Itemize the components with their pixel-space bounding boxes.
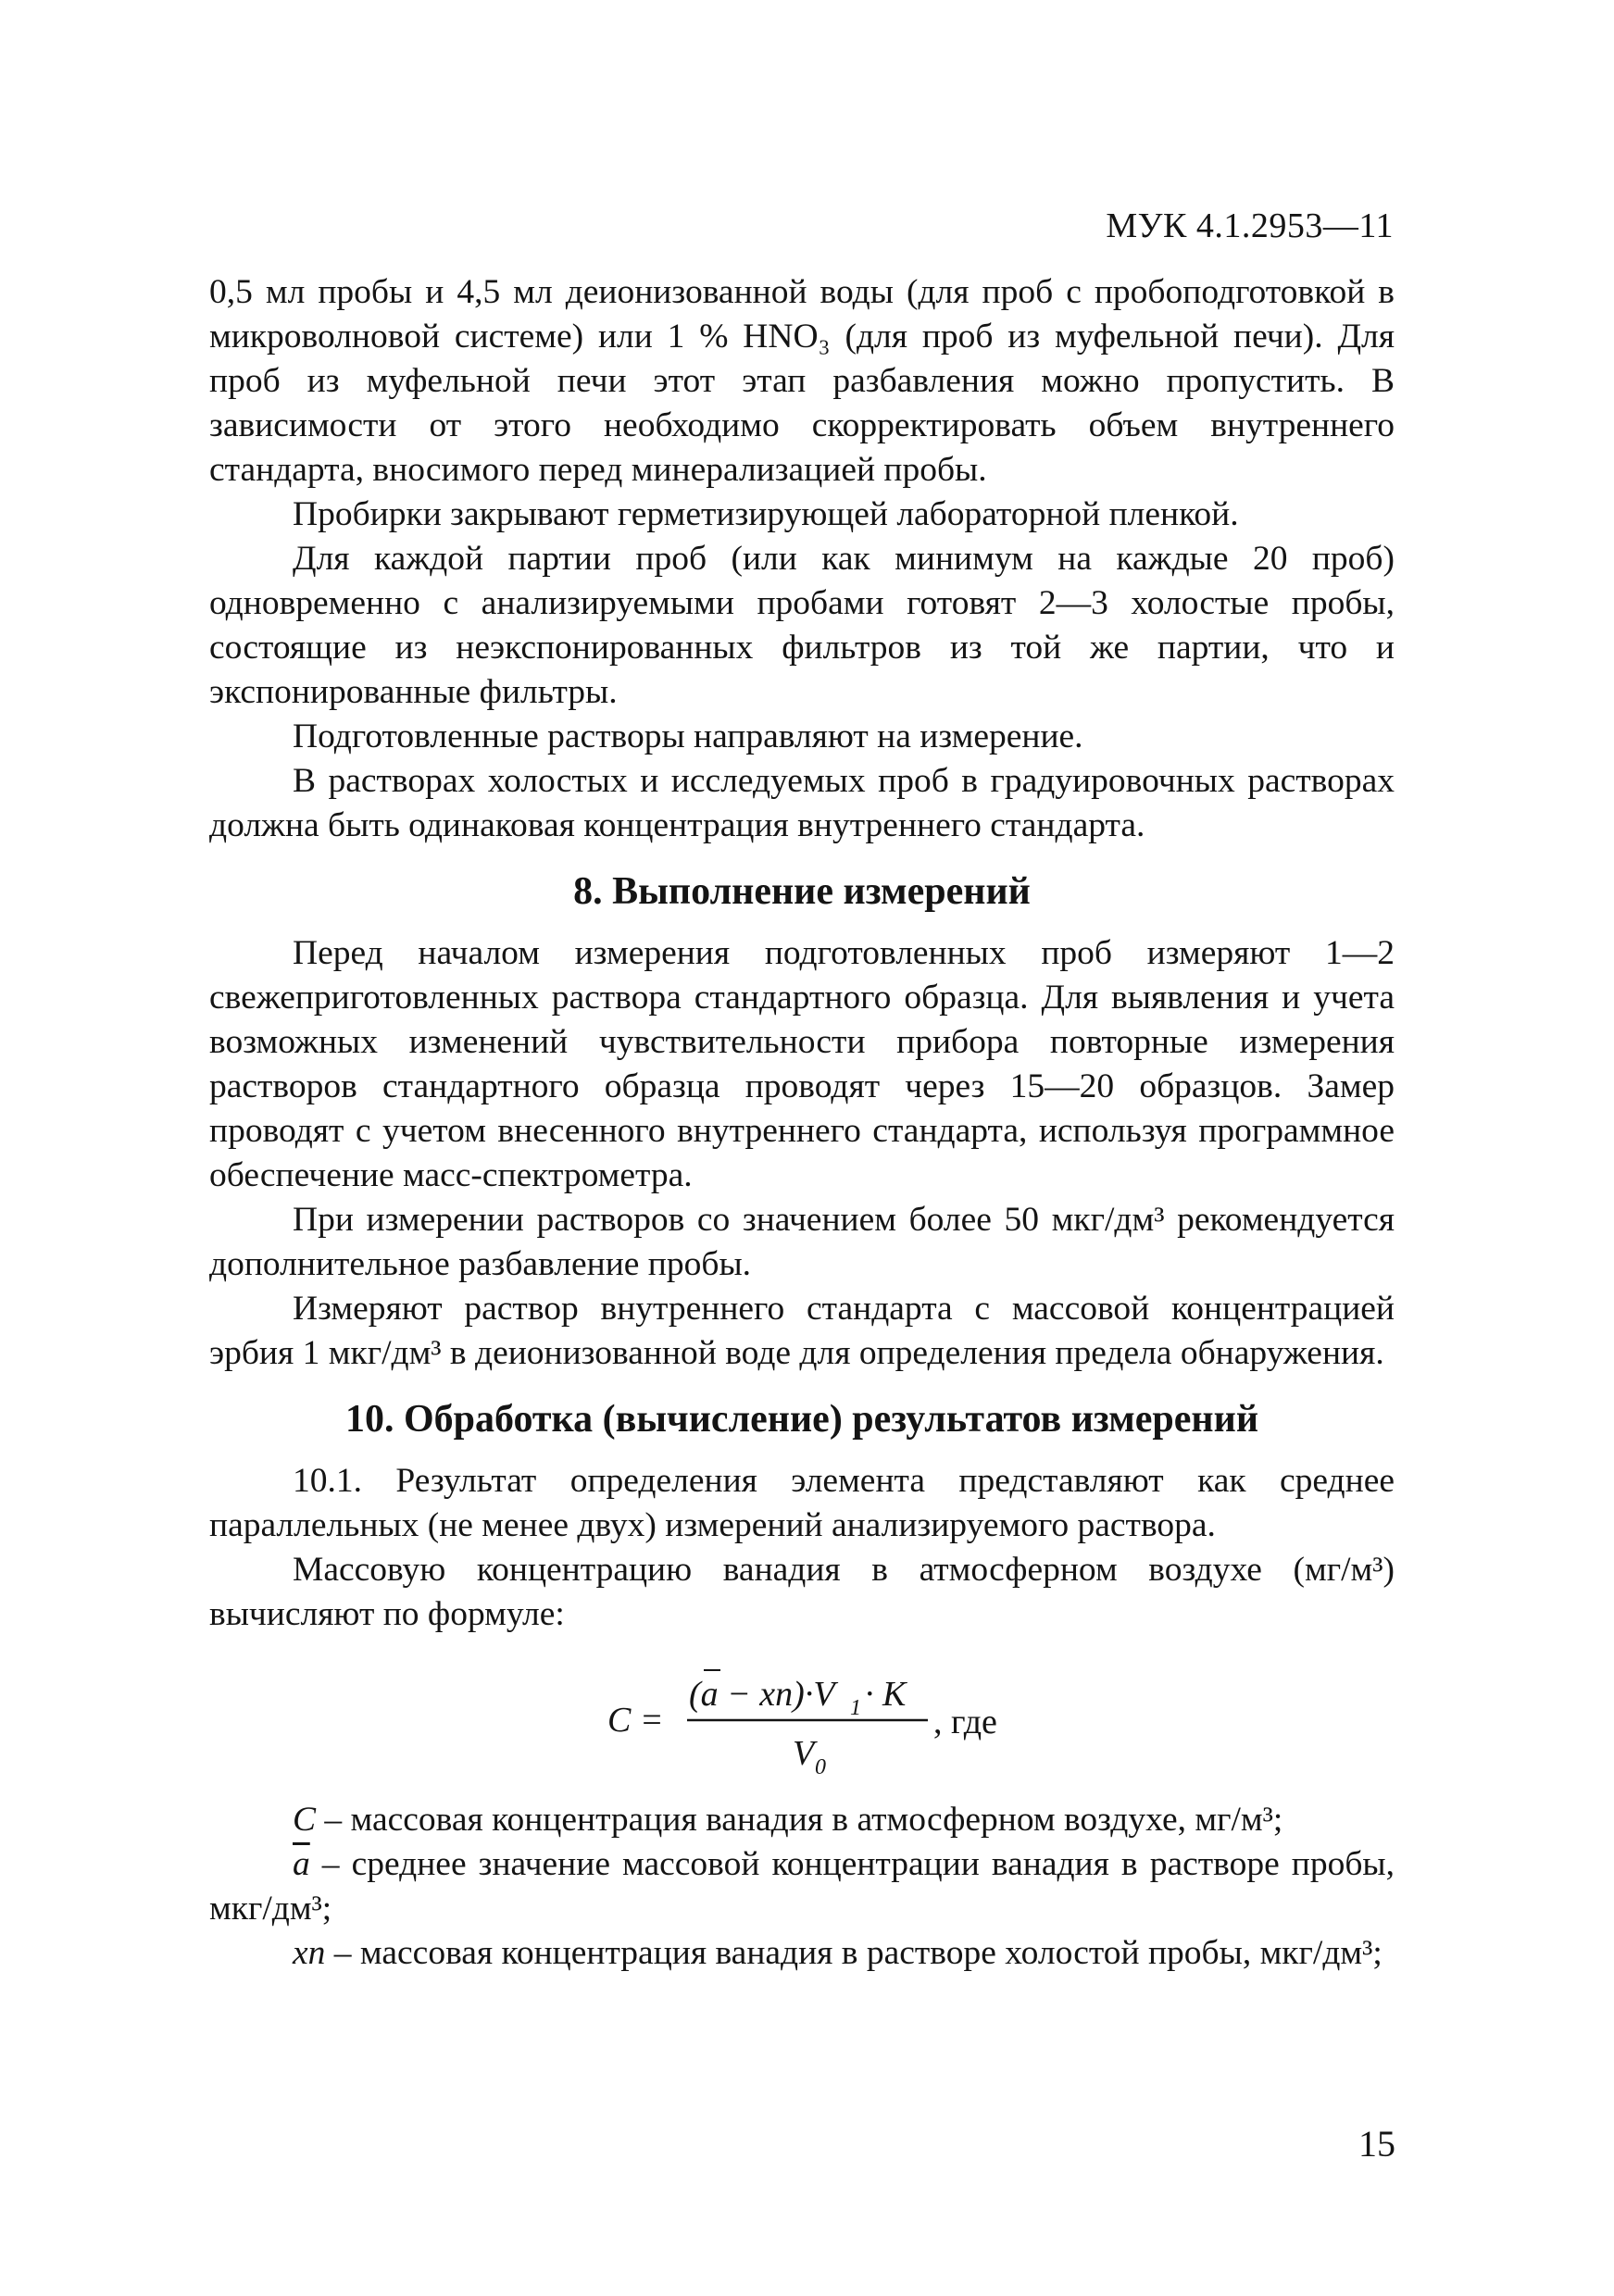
- section-8-paragraph-3: Измеряют раствор внутреннего стандарта с массовой концентрацией эрбия 1 мкг/дм³ в деионизованной воде для определения предела обнаружения.: [209, 1290, 1395, 1372]
- section-10-paragraph-1: 10.1. Результат определения элемента представляют как среднее параллельных (не менее двух) измерений анализируемого раствора.: [209, 1462, 1395, 1544]
- definition-c-symbol: C: [293, 1801, 317, 1839]
- intro-paragraph-5: В растворах холостых и исследуемых проб в градуировочных растворах должна быть одинаковая концентрация внутреннего стандарта.: [209, 762, 1395, 844]
- definition-a: [209, 1842, 1395, 1931]
- definition-c: [209, 1798, 1395, 1842]
- intro-paragraph-3: Для каждой партии проб (или как минимум на каждые 20 проб) одновременно с анализируемыми пробами готовят 2—3 холостые пробы, состоящие из неэкспонированных фильтров из той же партии, что и экспонированные фильтры.: [209, 540, 1395, 711]
- page-number: 15: [1358, 2123, 1395, 2165]
- intro-paragraph-2: Пробирки закрывают герметизирующей лабораторной пленкой.: [293, 495, 1239, 533]
- definition-a-symbol: $\overline{a}$: [293, 1845, 310, 1883]
- section-10-heading: 10. Обработка (вычисление) результатов измерений: [344, 1398, 1259, 1441]
- formula-graphic: [607, 1650, 1089, 1789]
- formula-lhs: C =: [607, 1701, 664, 1740]
- section-10-paragraph-2: Массовую концентрацию ванадия в атмосферном воздухе (мг/м³) вычисляют по формуле:: [209, 1551, 1395, 1633]
- formula-denominator-sub: 0: [815, 1755, 826, 1779]
- intro-paragraph-4: Подготовленные растворы направляют на измерение.: [293, 718, 1083, 755]
- definition-c-text: – массовая концентрация ванадия в атмосферном воздухе, мг/м³;: [316, 1801, 1283, 1839]
- section-8-paragraph-1: Перед началом измерения подготовленных проб измеряют 1—2 свежеприготовленных раствора стандартного образца. Для выявления и учета возможных изменений чувствительности прибора повторные измерения растворов стандартного образца проводят через 15—20 образцов. Замер проводят с учетом внесенного внутреннего стандарта, используя программное обеспечение масс-спектрометра.: [209, 934, 1395, 1194]
- page-content: [209, 270, 1395, 1976]
- definition-xn: [209, 1931, 1395, 1976]
- formula-suffix: , где: [933, 1703, 997, 1741]
- section-8-heading: 8. Выполнение измерений: [573, 870, 1031, 913]
- definition-xn-text: – массовая концентрация ванадия в растворе холостой пробы, мкг/дм³;: [325, 1934, 1383, 1972]
- concentration-formula: [209, 1650, 1395, 1789]
- document-code-header: МУК 4.1.2953—11: [1106, 206, 1394, 245]
- definition-a-text: – среднее значение массовой концентрации ванадия в растворе пробы, мкг/дм³;: [209, 1845, 1395, 1928]
- section-8-paragraph-2: При измерении растворов со значением более 50 мкг/дм³ рекомендуется дополнительное разбавление пробы.: [209, 1201, 1395, 1283]
- formula-numerator: (a − xn)·V: [689, 1675, 835, 1714]
- intro-paragraph-1: 0,5 мл пробы и 4,5 мл деионизованной воды (для проб с пробоподготовкой в микроволновой системе) или 1 % HNO₃ (для проб из муфельной печи). Для проб из муфельной печи этот этап разбавления можно пропустить. В зависимости от этого необходимо скорректировать объем внутреннего стандарта, вносимого перед минерализацией пробы.: [209, 273, 1395, 489]
- formula-numerator-sub: 1: [850, 1696, 861, 1720]
- formula-denominator: V: [793, 1734, 815, 1773]
- formula-numerator-tail: · K: [865, 1675, 907, 1714]
- definition-xn-symbol: xn: [293, 1934, 326, 1972]
